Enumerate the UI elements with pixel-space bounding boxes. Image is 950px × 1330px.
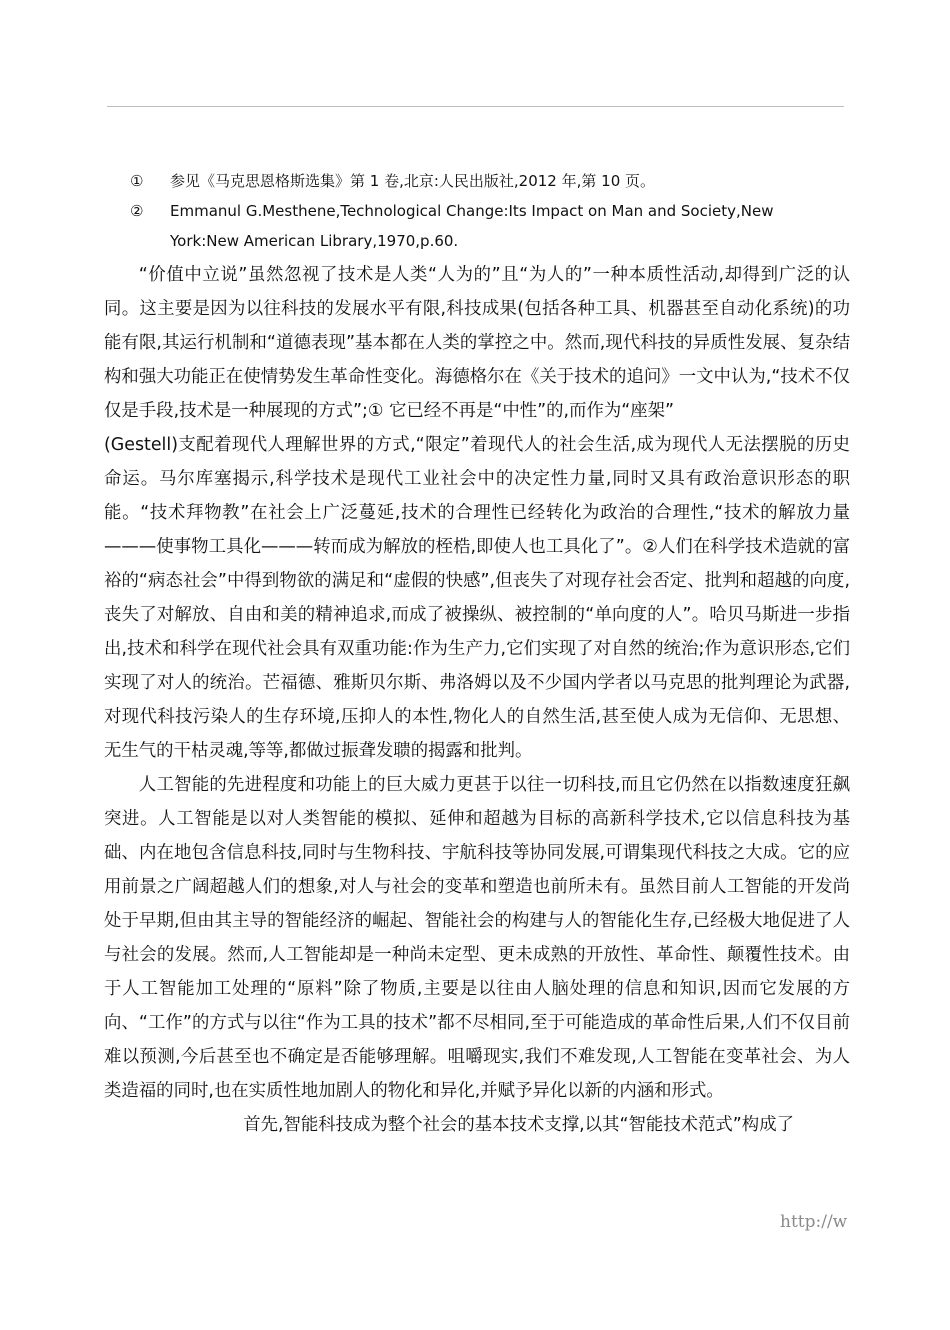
footnote-2: [130, 196, 845, 256]
body-text: [104, 258, 850, 1142]
footnote-text: 参见《马克思恩格斯选集》第 1 卷,北京:人民出版社,2012 年,第 10 页。: [170, 172, 656, 190]
watermark-url: http://w: [780, 1212, 848, 1232]
paragraph: (Gestell)支配着现代人理解世界的方式,“限定”着现代人的社会生活,成为现代人无法摆脱的历史命运。马尔库塞揭示,科学技术是现代工业社会中的决定性力量,同时又具有政治意识形态的职能。“技术拜物教”在社会上广泛蔓延,技术的合理性已经转化为政治的合理性,“技术的解放力量———使事物工具化———转而成为解放的桎梏,即使人也工具化了”。②人们在科学技术造就的富裕的“病态社会”中得到物欲的满足和“虚假的快感”,但丧失了对现存社会否定、批判和超越的向度,丧失了对解放、自由和美的精神追求,而成了被操纵、被控制的“单向度的人”。哈贝马斯进一步指出,技术和科学在现代社会具有双重功能:作为生产力,它们实现了对自然的统治;作为意识形态,它们实现了对人的统治。芒福德、雅斯贝尔斯、弗洛姆以及不少国内学者以马克思的批判理论为武器,对现代科技污染人的生存环境,压抑人的本性,物化人的自然生活,甚至使人成为无信仰、无思想、无生气的干枯灵魂,等等,都做过振聋发聩的揭露和批判。: [104, 435, 850, 761]
footnote-text: Emmanul G.Mesthene,Technological Change:Its Impact on Man and Society,New York:New American Library,1970,p.60.: [170, 202, 774, 250]
paragraph: “价值中立说”虽然忽视了技术是人类“人为的”且“为人的”一种本质性活动,却得到广泛的认同。这主要是因为以往科技的发展水平有限,科技成果(包括各种工具、机器甚至自动化系统)的功能有限,其运行机制和“道德表现”基本都在人类的掌控之中。然而,现代科技的异质性发展、复杂结构和强大功能正在使情势发生革命性变化。海德格尔在《关于技术的追问》一文中认为,“技术不仅仅是手段,技术是一种展现的方式”;① 它已经不再是“中性”的,而作为“座架”: [104, 265, 850, 421]
footnote-mark: ②: [130, 202, 144, 220]
paragraph: 人工智能的先进程度和功能上的巨大威力更甚于以往一切科技,而且它仍然在以指数速度狂飙突进。人工智能是以对人类智能的模拟、延伸和超越为目标的高新科学技术,它以信息科技为基础、内在地包含信息科技,同时与生物科技、宇航科技等协同发展,可谓集现代科技之大成。它的应用前景之广阔超越人们的想象,对人与社会的变革和塑造也前所未有。虽然目前人工智能的开发尚处于早期,但由其主导的智能经济的崛起、智能社会的构建与人的智能化生存,已经极大地促进了人与社会的发展。然而,人工智能却是一种尚未定型、更未成熟的开放性、革命性、颠覆性技术。由于人工智能加工处理的“原料”除了物质,主要是以往由人脑处理的信息和知识,因而它发展的方向、“工作”的方式与以往“作为工具的技术”都不尽相同,至于可能造成的革命性后果,人们不仅目前难以预测,今后甚至也不确定是否能够理解。咀嚼现实,我们不难发现,人工智能在变革社会、为人类造福的同时,也在实质性地加剧人的物化和异化,并赋予异化以新的内涵和形式。: [104, 775, 850, 1101]
header-rule: [107, 106, 844, 107]
footnote-1: [130, 166, 845, 196]
paragraph: 首先,智能科技成为整个社会的基本技术支撑,以其“智能技术范式”构成了: [243, 1115, 794, 1135]
footnote-mark: ①: [130, 172, 144, 190]
footnotes: [130, 166, 845, 256]
